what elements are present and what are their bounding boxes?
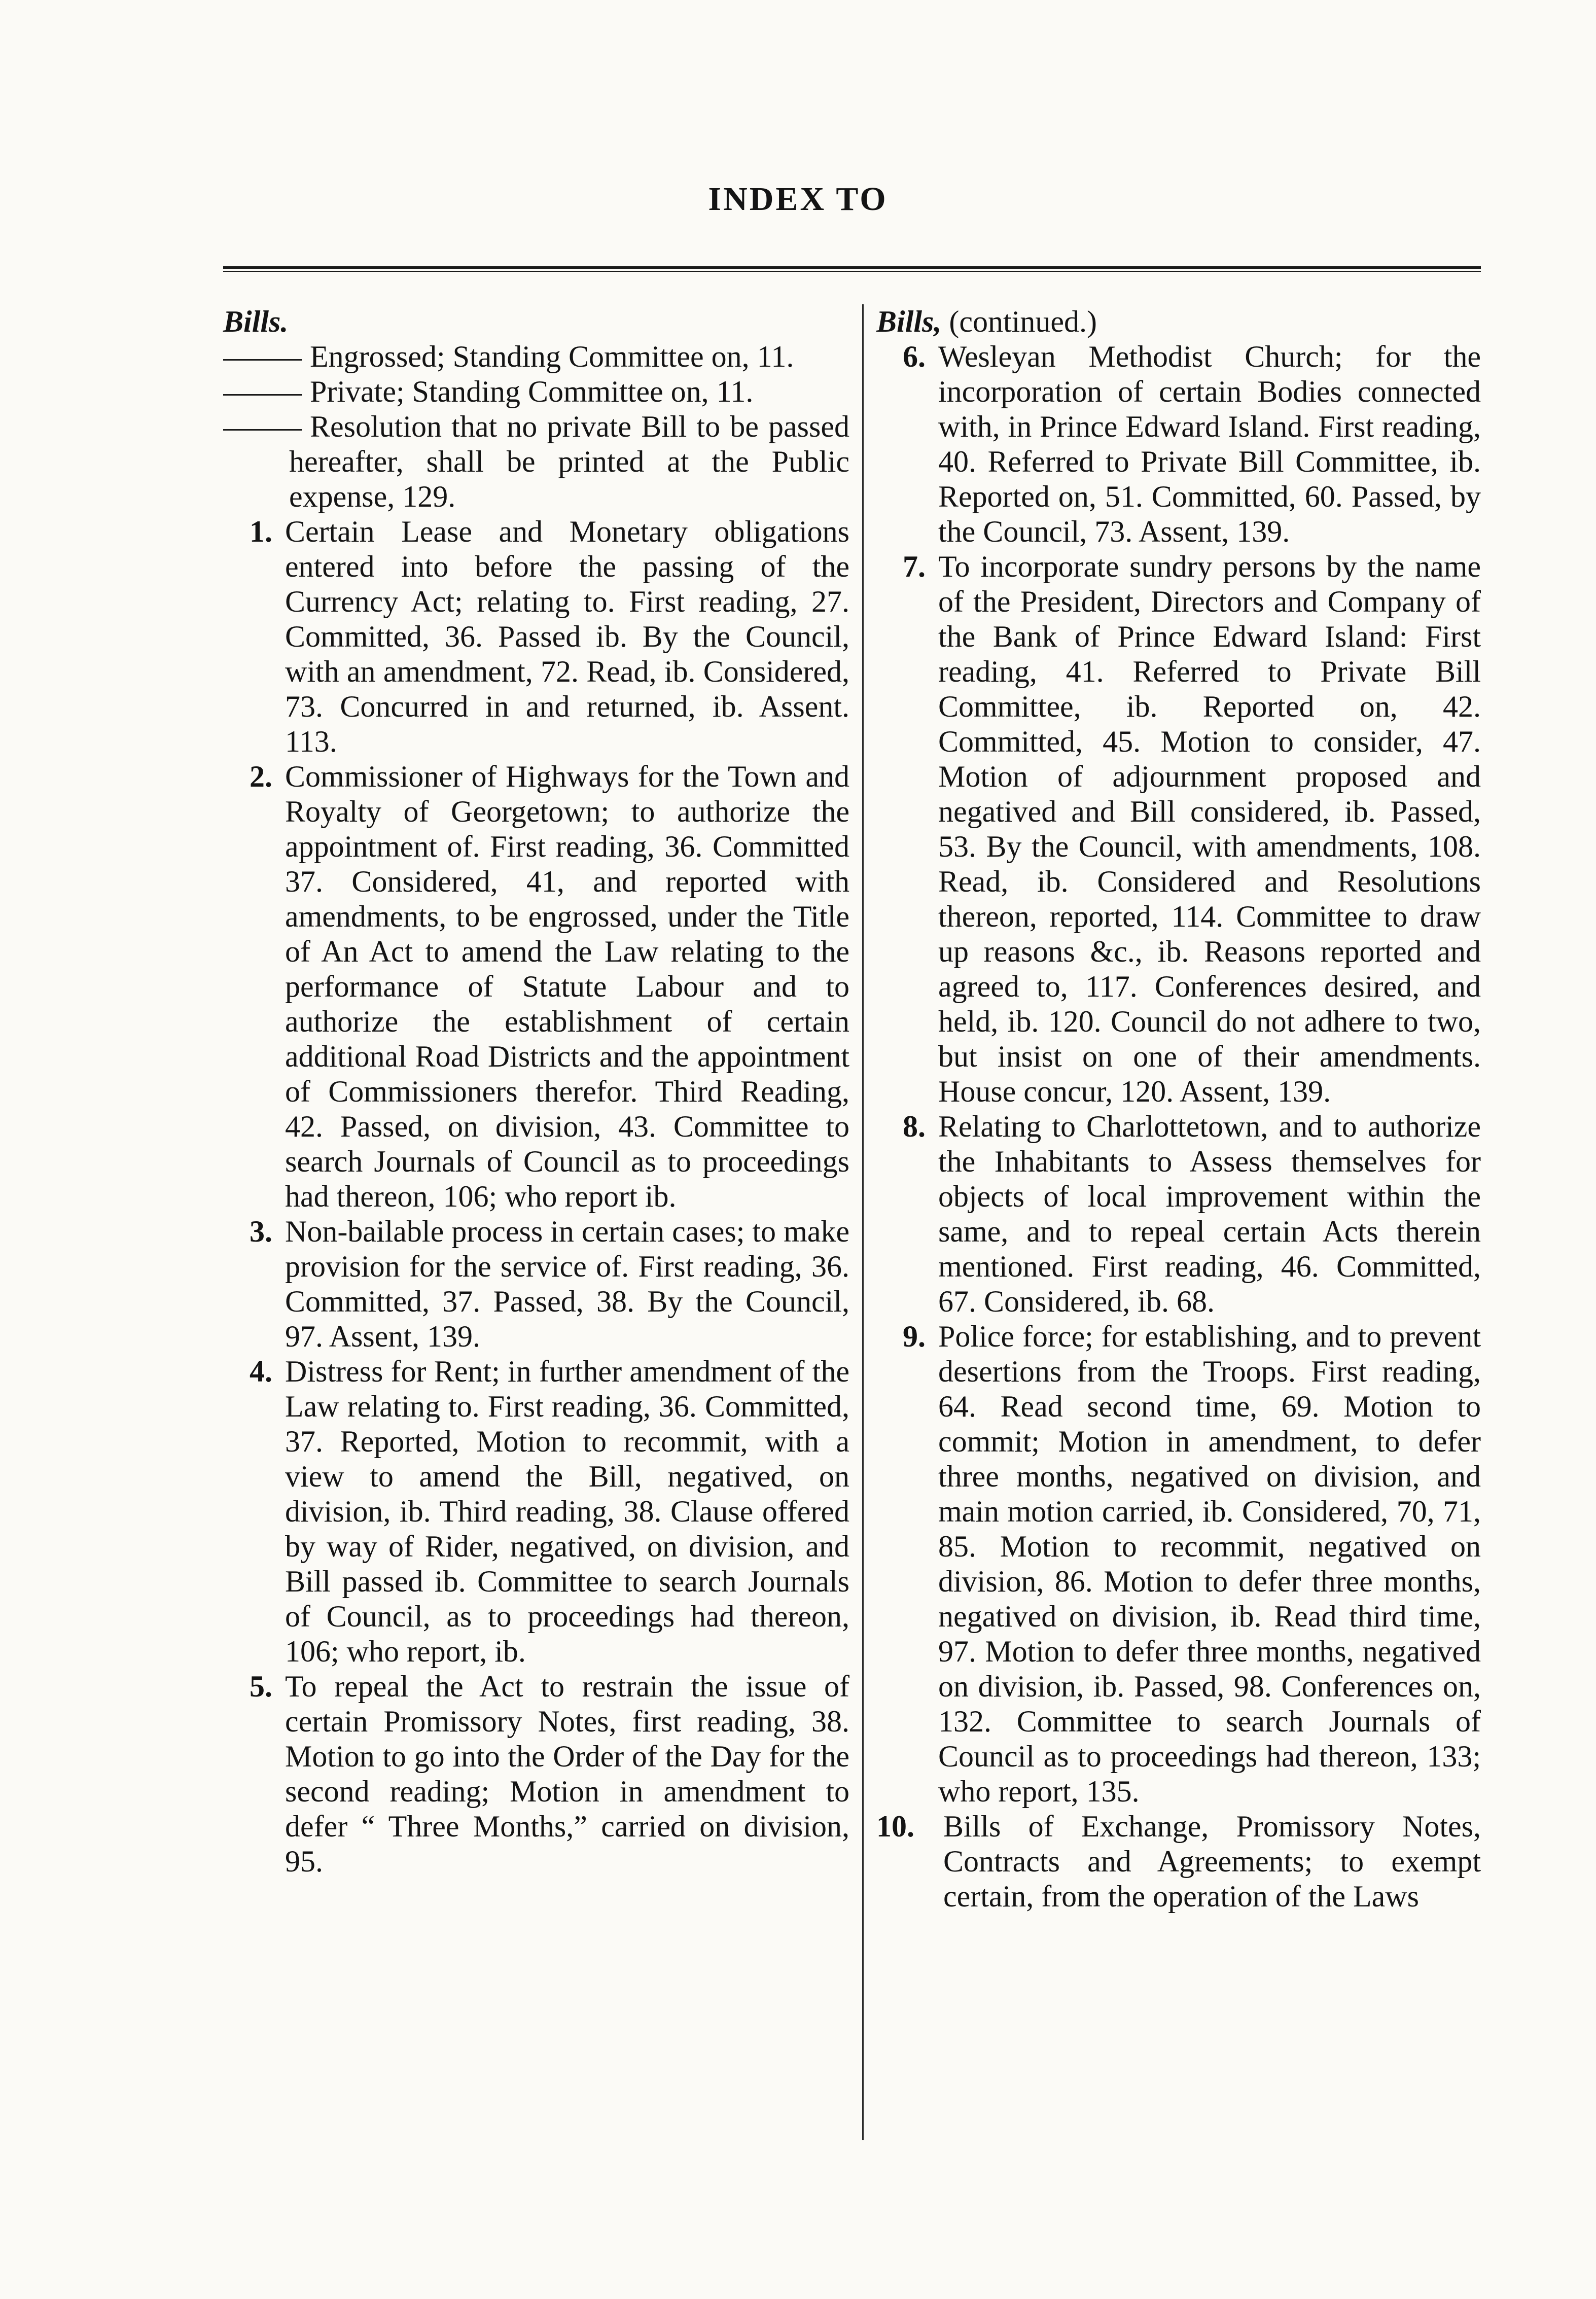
entry-text: To incorporate sundry persons by the name of the President, Directors and Company of the Bank of Prince Edward Island: First reading, 41. Referred to Private Bill Committee, ib. Reported on, 42. Committed, 45. Motion to consider, 47. Motion of adjournment proposed and negatived and Bill considered, ib. Passed, 53. By the Council, with amendments, 108. Read, ib. Considered and Resolutions thereon, reported, 114. Committee to draw up reasons &c., ib. Reasons reported and agreed to, 117. Conferences desired, and held, ib. 120. Council do not adhere to two, but insist on one of their amendments. House concur, 120. Assent, 139. [938, 550, 1481, 1108]
entry-number: 5. [250, 1670, 272, 1703]
entry-text: Police force; for establishing, and to prevent desertions from the Troops. First reading, 64. Read second time, 69. Motion to commit; Motion in amendment, to defer three months, negatived on division, and main motion carried, ib. Considered, 70, 71, 85. Motion to recommit, negatived on division, 86. Motion to defer three months, negatived on division, ib. Read third time, 97. Motion to defer three months, negatived on division, ib. Passed, 98. Conferences on, 132. Committee to search Journals of Council as to proceedings had thereon, 133; who report, 135. [938, 1320, 1481, 1808]
entry-number: 1. [250, 515, 272, 548]
index-entry [876, 339, 1481, 549]
index-entry [223, 514, 849, 759]
entry-text: Commissioner of Highways for the Town and Royalty of Georgetown; to authorize the appointment of. First reading, 36. Committed 37. Considered, 41, and reported with amendments, to be engrossed, under the Title of An Act to amend the Law relating to the performance of Statute Labour and to authorize the establishment of certain additional Road Districts and the appointment of Commissioners therefor. Third Reading, 42. Passed, on division, 43. Committee to search Journals of Council as to proceedings had thereon, 106; who report ib. [285, 760, 849, 1213]
header-rule [223, 266, 1481, 272]
index-entry [223, 1669, 849, 1879]
entry-number: 7. [903, 550, 926, 583]
sub-entry: Engrossed; Standing Committee on, 11. [223, 339, 849, 374]
index-entry [223, 1214, 849, 1354]
index-entry [223, 1354, 849, 1669]
index-entry [223, 759, 849, 1214]
entry-number: 2. [250, 760, 272, 793]
section-heading: Bills. [223, 305, 289, 338]
entry-number: 10. [876, 1810, 914, 1843]
index-entry [876, 1809, 1481, 1914]
entry-text: Distress for Rent; in further amendment of the Law relating to. First reading, 36. Committed, 37. Reported, Motion to recommit, with a view to amend the Bill, negatived, on division, ib. Third reading, 38. Clause offered by way of Rider, negatived, on division, and Bill passed ib. Committee to search Journals of Council, as to proceedings had thereon, 106; who report, ib. [285, 1355, 849, 1668]
entry-text: Wesleyan Methodist Church; for the incorporation of certain Bodies connected with, in Prince Edward Island. First reading, 40. Referred to Private Bill Committee, ib. Reported on, 51. Committed, 60. Passed, by the Council, 73. Assent, 139. [938, 340, 1481, 548]
section-heading-continued: Bills, (continued.) [876, 305, 1097, 338]
em-dash [223, 394, 302, 396]
entry-number: 6. [903, 340, 926, 373]
index-entry [876, 1319, 1481, 1809]
entry-text: Bills of Exchange, Promissory Notes, Contracts and Agreements; to exempt certain, from the operation of the Laws [943, 1810, 1481, 1913]
em-dash [223, 429, 302, 431]
page-header: INDEX TO [708, 181, 888, 218]
entry-number: 8. [903, 1110, 926, 1143]
entry-text: To repeal the Act to restrain the issue of certain Promissory Notes, first reading, 38. Motion to go into the Order of the Day for the second reading; Motion in amendment to defer “ Three Months,” carried on division, 95. [285, 1670, 849, 1878]
sub-entry: Private; Standing Committee on, 11. [223, 374, 849, 409]
entry-text: Certain Lease and Monetary obligations entered into before the passing of the Currency Act; relating to. First reading, 27. Committed, 36. Passed ib. By the Council, with an amendment, 72. Read, ib. Considered, 73. Concurred in and returned, ib. Assent. 113. [285, 515, 849, 758]
entry-number: 9. [903, 1320, 926, 1353]
index-entry [876, 549, 1481, 1109]
entry-number: 3. [250, 1215, 272, 1248]
index-entry [876, 1109, 1481, 1319]
entry-number: 4. [250, 1355, 272, 1388]
entry-text: Non-bailable process in certain cases; to make provision for the service of. First reading, 36. Committed, 37. Passed, 38. By the Council, 97. Assent, 139. [285, 1215, 849, 1353]
right-column [876, 304, 1481, 1914]
column-divider [862, 304, 864, 2140]
sub-entry: Resolution that no private Bill to be passed hereafter, shall be printed at the Public expense, 129. [223, 409, 849, 514]
entry-text: Relating to Charlottetown, and to authorize the Inhabitants to Assess themselves for objects of local improvement within the same, and to repeal certain Acts therein mentioned. First reading, 46. Committed, 67. Considered, ib. 68. [938, 1110, 1481, 1318]
left-column [223, 304, 849, 1879]
em-dash [223, 359, 302, 361]
